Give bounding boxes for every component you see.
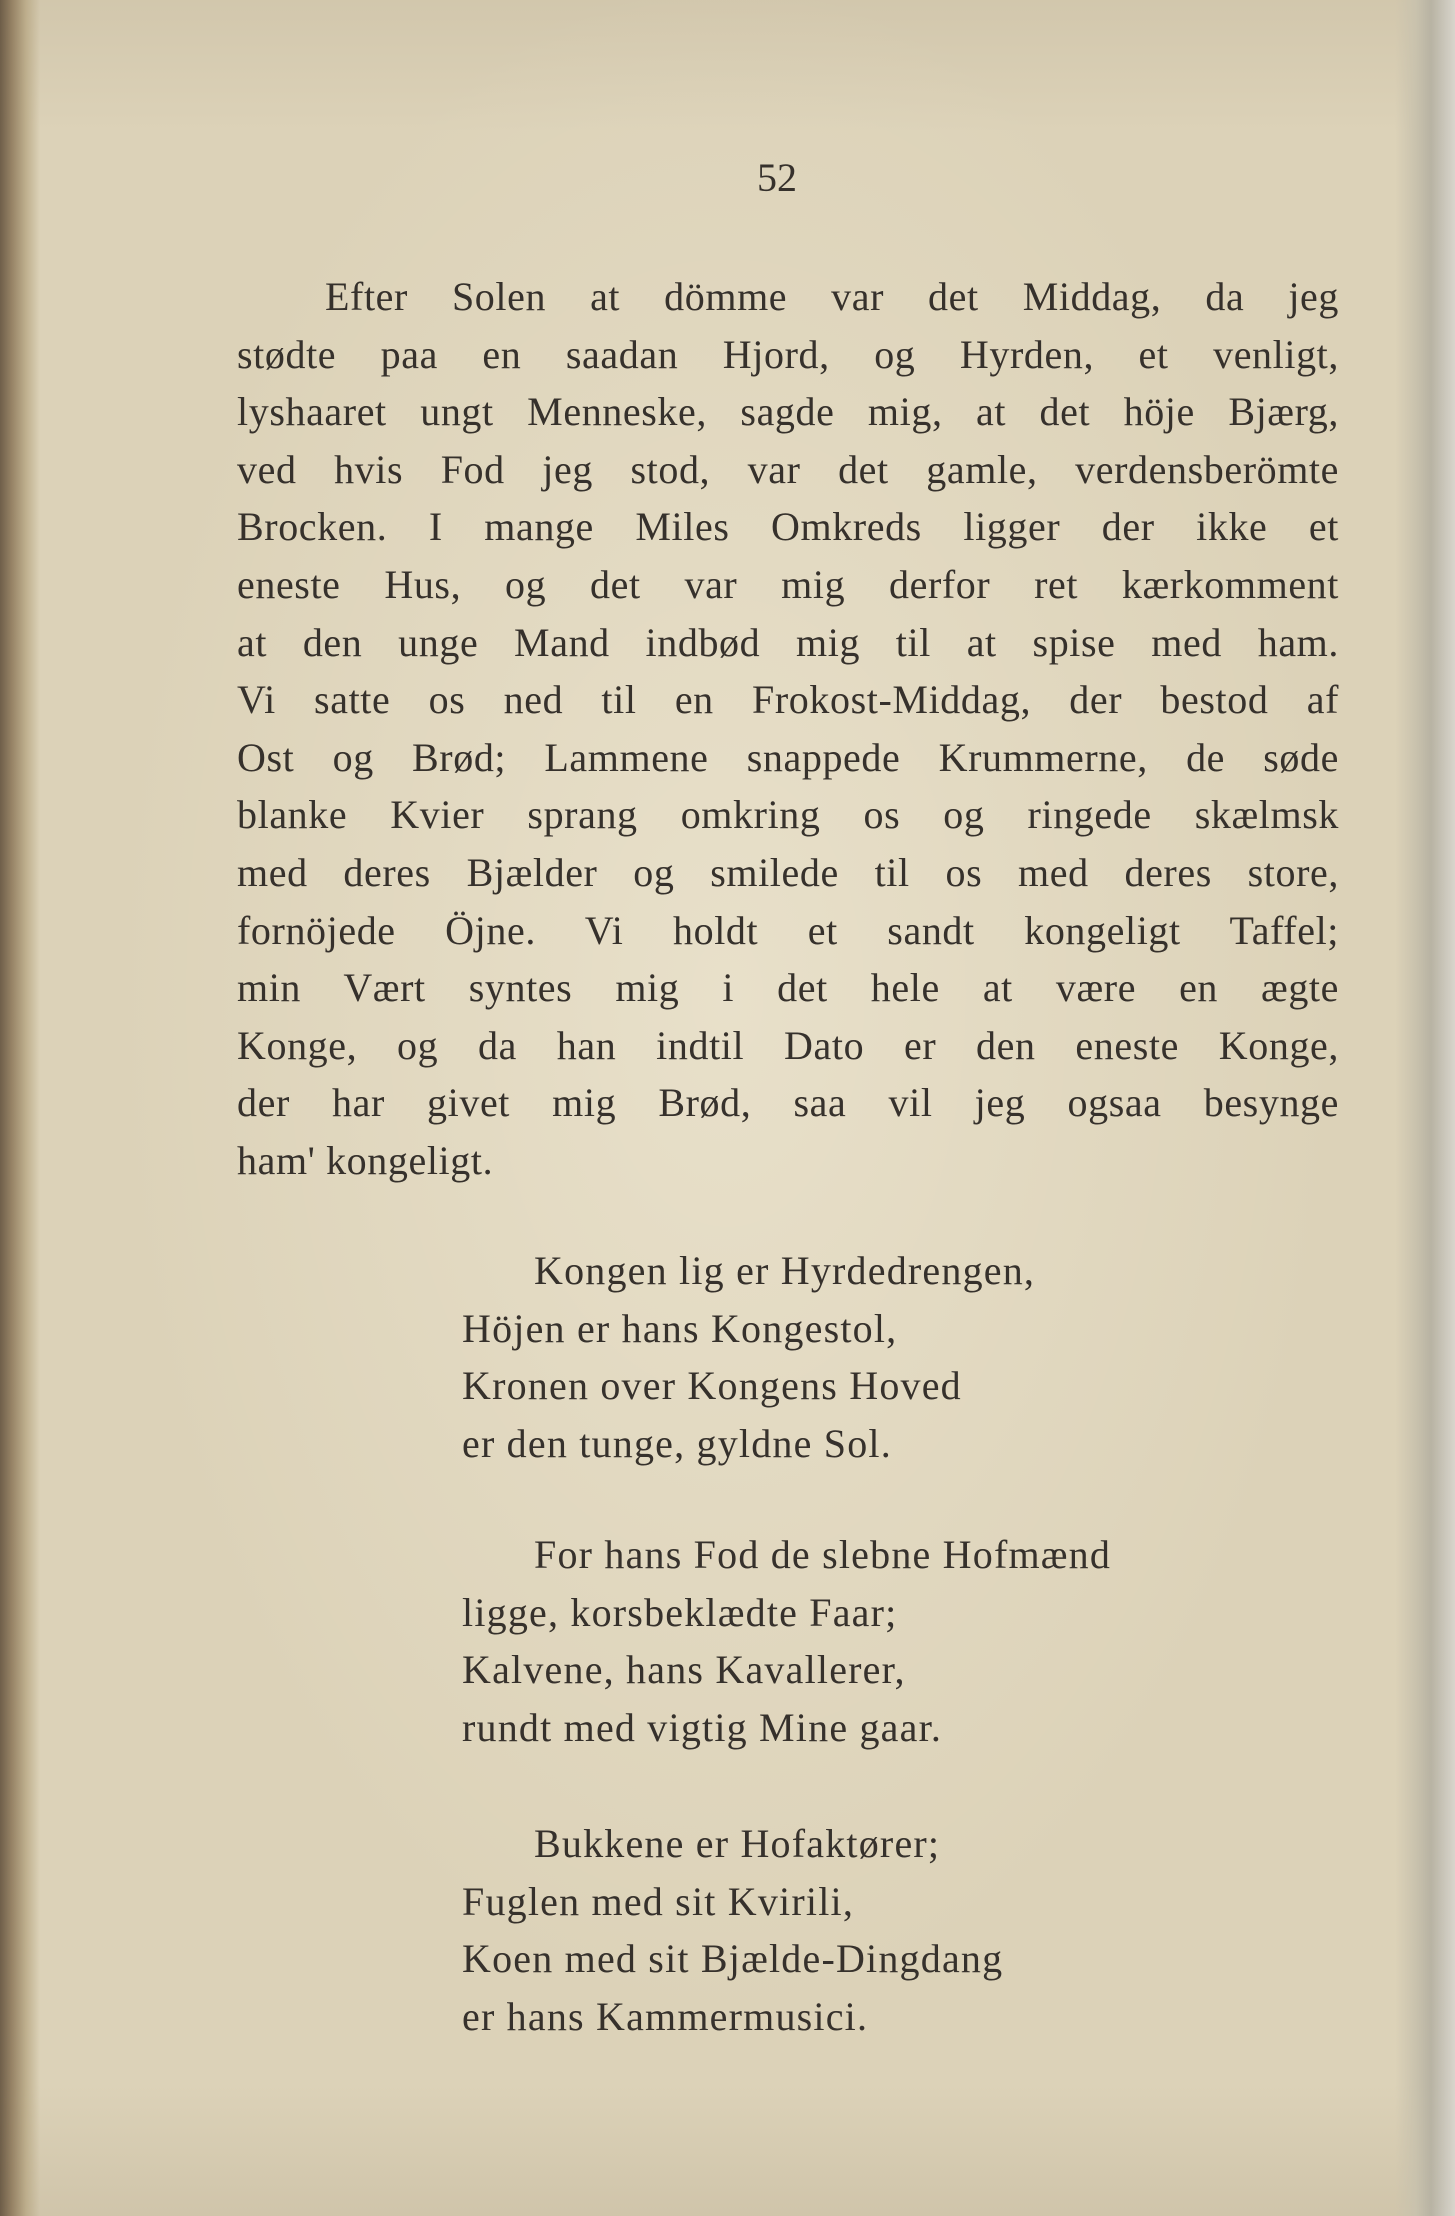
body-paragraph <box>237 268 1339 1190</box>
poem-line: Fuglen med sit Kvirili, <box>462 1878 855 1924</box>
poem-line: For hans Fod de slebne Hofmænd <box>534 1532 1112 1577</box>
poem-line: Kalvene, hans Kavallerer, <box>462 1647 906 1692</box>
paragraph-line: Brocken. I mange Miles Omkreds ligger der ikke et <box>237 504 1339 550</box>
poem-line: Koen med sit Bjælde-Dingdang <box>462 1936 1004 1981</box>
paragraph-line: med deres Bjælder og smilede til os med deres store, <box>237 849 1339 895</box>
paragraph-line: min Vært syntes mig i det hele at være en ægte <box>237 965 1339 1011</box>
paragraph-line: lyshaaret ungt Menneske, sagde mig, at det höje Bjærg, <box>237 389 1339 435</box>
page-number: 52 <box>757 155 797 200</box>
paragraph-line: stødte paa en saadan Hjord, og Hyrden, et venligt, <box>237 331 1339 377</box>
page-edge <box>1395 0 1455 2216</box>
poem-stanza <box>462 1242 1262 1472</box>
poem-line: ligge, korsbeklædte Faar; <box>462 1589 898 1635</box>
poem-line: Kronen over Kongens Hoved <box>462 1363 962 1408</box>
paragraph-line: der har givet mig Brød, saa vil jeg ogsaa besynge <box>237 1080 1339 1126</box>
poem-stanza <box>462 1526 1262 1756</box>
paragraph-line: Konge, og da han indtil Dato er den eneste Konge, <box>237 1022 1339 1068</box>
poem-line: Höjen er hans Kongestol, <box>462 1305 898 1351</box>
poem-line: Kongen lig er Hyrdedrengen, <box>534 1248 1036 1293</box>
paragraph-line: fornöjede Öjne. Vi holdt et sandt kongeligt Taffel; <box>237 907 1339 953</box>
paragraph-line: ved hvis Fod jeg stod, var det gamle, verdensberömte <box>237 446 1339 492</box>
poem-line: rundt med vigtig Mine gaar. <box>462 1704 943 1750</box>
poem-line: er den tunge, gyldne Sol. <box>462 1420 892 1466</box>
paragraph-line: at den unge Mand indbød mig til at spise med ham. <box>237 619 1339 665</box>
poem-line: er hans Kammermusici. <box>462 1993 869 2039</box>
paragraph-line: Ost og Brød; Lammene snappede Krummerne, de søde <box>237 734 1339 780</box>
paragraph-line: ham' kongeligt. <box>237 1137 494 1183</box>
binding-shadow <box>0 0 40 2216</box>
paragraph-line: Vi satte os ned til en Frokost-Middag, der bestod af <box>237 677 1339 723</box>
paragraph-line: Efter Solen at dömme var det Middag, da jeg <box>325 274 1339 319</box>
poem-line: Bukkene er Hofaktører; <box>534 1821 941 1866</box>
paragraph-line: eneste Hus, og det var mig derfor ret kærkomment <box>237 561 1339 607</box>
paragraph-line: blanke Kvier sprang omkring os og ringede skælmsk <box>237 792 1339 838</box>
poem-stanza <box>462 1815 1262 2045</box>
